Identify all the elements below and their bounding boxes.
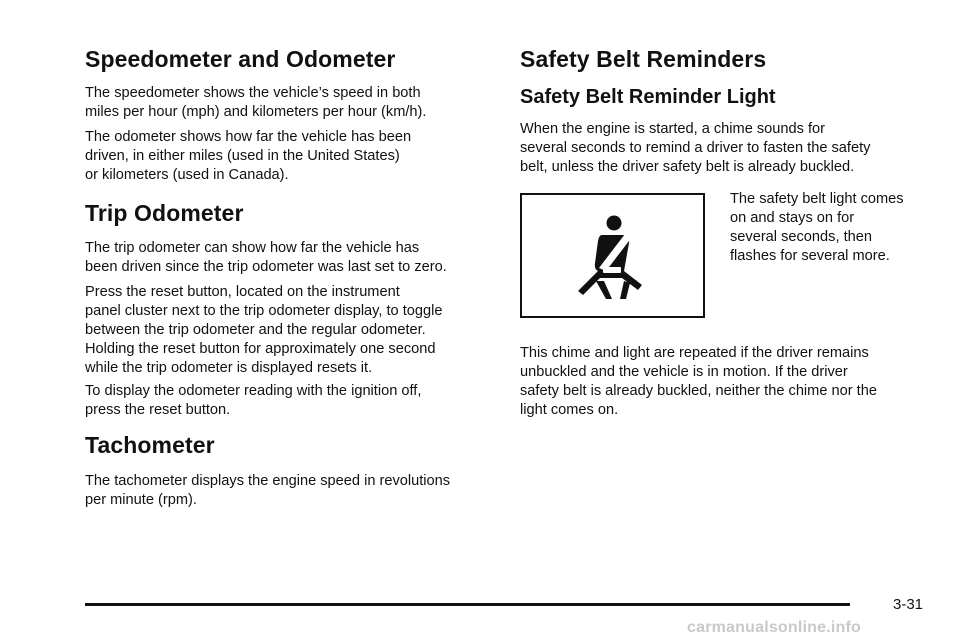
safety-belt-icon <box>572 213 654 301</box>
reminder-light-paragraph: When the engine is started, a chime sounds for several seconds to remind a driver to fasten the safety belt, unless the driver safety belt is already buckled. <box>520 121 871 175</box>
safety-belt-reminders-heading: Safety Belt Reminders <box>520 46 767 72</box>
tachometer-heading: Tachometer <box>85 432 215 458</box>
footer-rule <box>85 603 850 606</box>
ignition-off-paragraph: To display the odometer reading with the ignition off, press the reset button. <box>85 383 422 418</box>
reset-button-paragraph: Press the reset button, located on the instrument panel cluster next to the trip odometer display, to toggle between the trip odometer and the regular odometer. Holding the reset button for approximately one second while the trip odometer is displayed resets it. <box>85 284 443 376</box>
speedometer-heading: Speedometer and Odometer <box>85 46 396 72</box>
page-number: 3-31 <box>893 596 924 613</box>
safety-belt-icon-frame <box>520 193 705 318</box>
icon-caption-paragraph: The safety belt light comes on and stays on for several seconds, then flashes for several more. <box>730 191 904 264</box>
reminder-light-subheading: Safety Belt Reminder Light <box>520 86 776 108</box>
trip-odometer-heading: Trip Odometer <box>85 200 244 226</box>
speedometer-paragraph: The speedometer shows the vehicle’s speed in both miles per hour (mph) and kilometers per hour (km/h). <box>85 85 427 120</box>
chime-repeat-paragraph: This chime and light are repeated if the driver remains unbuckled and the vehicle is in motion. If the driver safety belt is already buckled, neither the chime nor the light comes on. <box>520 345 877 418</box>
tachometer-paragraph: The tachometer displays the engine speed in revolutions per minute (rpm). <box>85 473 451 508</box>
odometer-paragraph: The odometer shows how far the vehicle has been driven, in either miles (used in the United States) or kilometers (used in Canada). <box>85 129 412 183</box>
watermark: carmanualsonline.info <box>687 619 862 636</box>
trip-odometer-paragraph: The trip odometer can show how far the vehicle has been driven since the trip odometer was last set to zero. <box>85 240 447 275</box>
